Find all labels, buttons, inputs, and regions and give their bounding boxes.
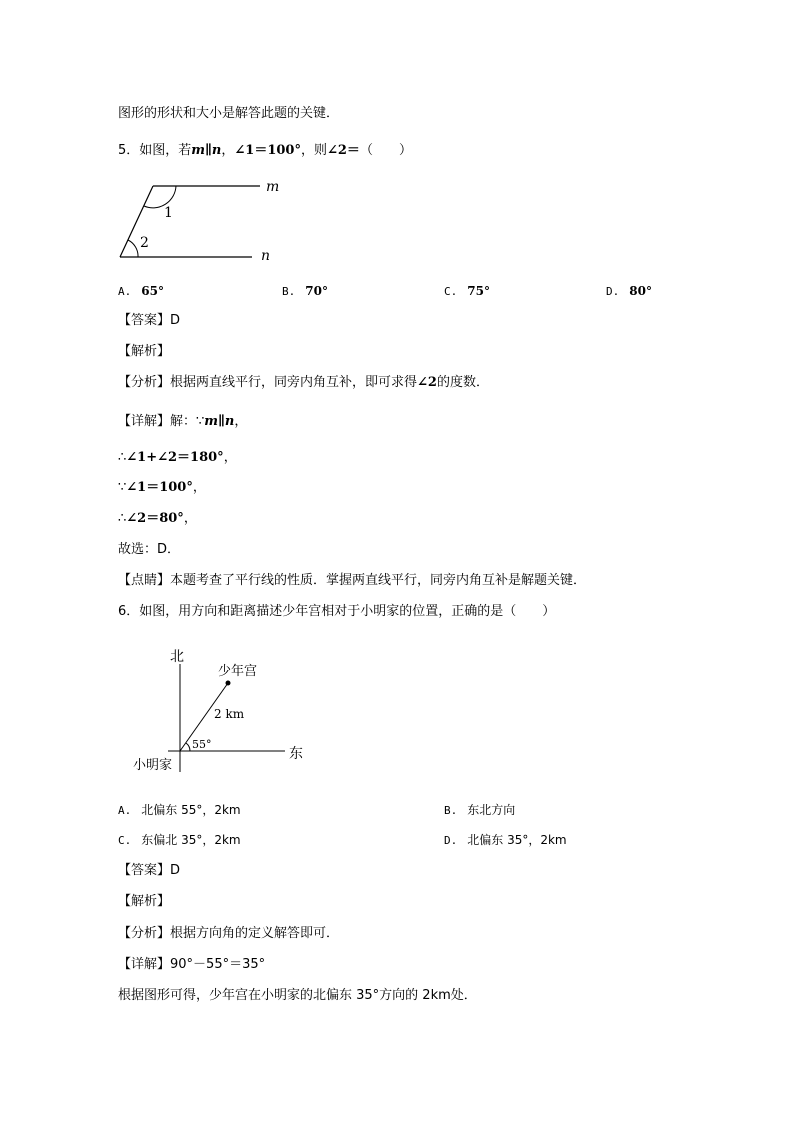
- label-n: n: [261, 248, 271, 264]
- q5-option-a[interactable]: [118, 283, 164, 300]
- q5-stem-prefix: 5．如图，若: [118, 143, 192, 158]
- q6-option-b-value: 东北方向: [467, 803, 516, 817]
- q5-option-b-value: 70°: [305, 284, 328, 298]
- label-2: 2: [140, 235, 149, 251]
- q6-option-b[interactable]: [444, 802, 515, 819]
- q5-stem-bracket: （ ）: [359, 143, 412, 158]
- q5-step2-suffix: ，: [223, 450, 237, 465]
- q6-option-a-value: 北偏东 55°，2km: [141, 803, 241, 817]
- q5-figure: [110, 172, 290, 267]
- q5-target-angle: ∠2＝: [326, 143, 360, 158]
- q6-option-c[interactable]: [118, 832, 241, 849]
- q5-answer: 【答案】D: [118, 313, 181, 328]
- q5-analysis-title: 【解析】: [118, 344, 171, 359]
- q6-option-c-label: C.: [118, 834, 132, 847]
- q5-step3-suffix: ，: [192, 480, 206, 495]
- q5-xiangjie: [118, 413, 247, 431]
- east-label: 东: [289, 746, 303, 762]
- q6-analysis-title: 【解析】: [118, 894, 171, 909]
- q5-step3-math: ∠1＝100°: [126, 480, 193, 495]
- angle2-arc: [128, 240, 138, 257]
- angle-55-arc: [186, 743, 190, 751]
- palace-point: [226, 681, 231, 686]
- q6-option-d-value: 北偏东 35°，2km: [467, 833, 567, 847]
- q5-xiangjie-prefix: 【详解】解：: [118, 414, 197, 429]
- q5-step2-math: ∠1+∠2＝180°: [126, 450, 224, 465]
- q6-answer: 【答案】D: [118, 863, 181, 878]
- q5-sep: ，: [221, 143, 235, 158]
- q5-option-b-label: B.: [282, 285, 296, 298]
- q5-condition-parallel: m∥n: [191, 143, 222, 158]
- q5-step4: [118, 510, 197, 528]
- q5-choose: 故选：D．: [118, 542, 181, 557]
- q6-fenxi: 【分析】根据方向角的定义解答即可．: [118, 926, 340, 941]
- q5-option-c-label: C.: [444, 285, 458, 298]
- q4-conclusion-text: 图形的形状和大小是解答此题的关键．: [118, 106, 340, 121]
- q5-fenxi-suffix: 的度数．: [436, 375, 489, 390]
- q5-step1-suffix: ，: [234, 414, 248, 429]
- q6-option-a-label: A.: [118, 804, 132, 817]
- q5-option-b[interactable]: [282, 283, 328, 300]
- q5-fenxi-prefix: 【分析】根据两直线平行，同旁内角互补，即可求得: [118, 375, 418, 390]
- q5-step3-prefix: ∵: [118, 480, 127, 495]
- q5-option-d-value: 80°: [629, 284, 652, 298]
- q5-option-c-value: 75°: [467, 284, 490, 298]
- distance-label: 2 km: [214, 707, 245, 721]
- q6-option-c-value: 东偏北 35°，2km: [141, 833, 241, 847]
- q5-step4-suffix: ，: [183, 511, 197, 526]
- q5-option-a-label: A.: [118, 285, 132, 298]
- q6-option-d-label: D.: [444, 834, 458, 847]
- q6-option-b-label: B.: [444, 804, 458, 817]
- q5-step3: [118, 479, 206, 497]
- q5-stem: [118, 142, 412, 160]
- q5-step2: [118, 449, 237, 467]
- q5-option-d[interactable]: [606, 283, 652, 300]
- q5-option-a-value: 65°: [141, 284, 164, 298]
- q5-step2-prefix: ∴: [118, 450, 127, 465]
- q5-stem-mid: ，则: [300, 143, 327, 158]
- q6-conclusion: 根据图形可得，少年宫在小明家的北偏东 35°方向的 2km处．: [118, 988, 477, 1003]
- palace-label: 少年宫: [218, 664, 258, 679]
- q6-figure: [128, 642, 318, 777]
- q5-step4-prefix: ∴: [118, 511, 127, 526]
- q6-option-a[interactable]: [118, 802, 241, 819]
- q5-comment: 【点睛】本题考查了平行线的性质．掌握两直线平行，同旁内角互补是解题关键．: [118, 573, 587, 588]
- home-label: 小明家: [133, 758, 173, 773]
- angle-label: 55°: [192, 738, 212, 751]
- q5-fenxi-angle: ∠2: [417, 375, 437, 390]
- label-1: 1: [164, 205, 173, 221]
- q6-xiangjie: 【详解】90°－55°＝35°: [118, 957, 266, 972]
- q6-option-d[interactable]: [444, 832, 567, 849]
- q5-step1-math: m∥n: [204, 414, 235, 429]
- q5-fenxi: [118, 374, 489, 392]
- label-m: m: [266, 179, 280, 195]
- q5-option-c[interactable]: [444, 283, 490, 300]
- q6-stem: 6．如图，用方向和距离描述少年宫相对于小明家的位置，正确的是（ ）: [118, 604, 556, 619]
- q5-condition-angle1: ∠1＝100°: [234, 143, 301, 158]
- north-label: 北: [170, 649, 184, 665]
- q5-step4-math: ∠2＝80°: [126, 511, 184, 526]
- q5-option-d-label: D.: [606, 285, 620, 298]
- q5-step1-prefix: ∵: [196, 414, 205, 429]
